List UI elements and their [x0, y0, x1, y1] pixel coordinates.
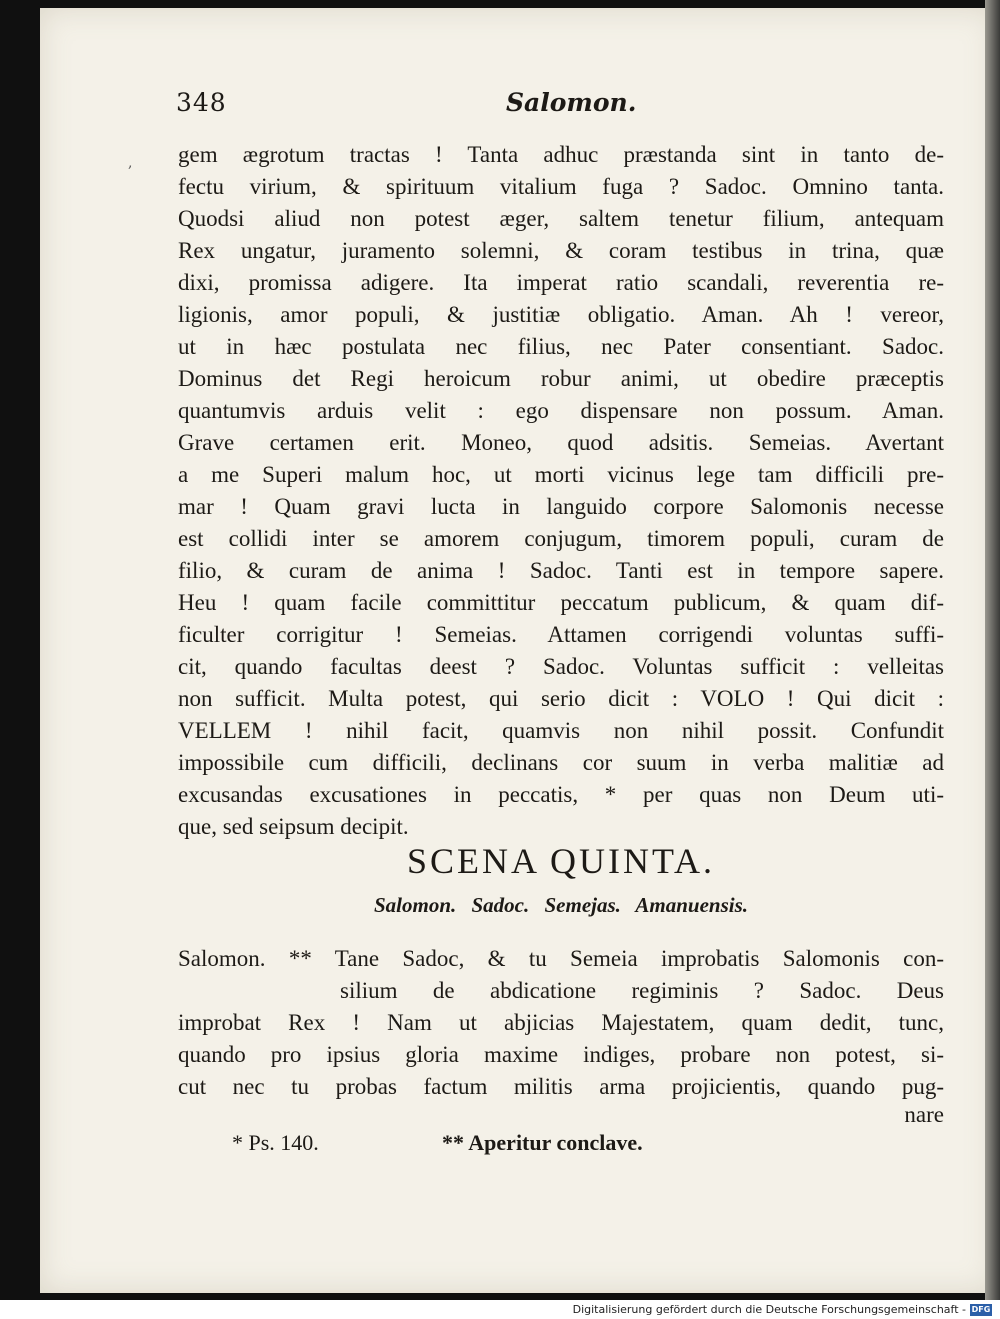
footnote-aperitur: ** Aperitur conclave. — [442, 1130, 643, 1155]
text-line: ligionis, amor populi, & justitiæ obligatio. Aman. Ah ! vereor, — [178, 302, 944, 327]
text-line: que, sed seipsum decipit. — [178, 814, 409, 839]
text-line: fectu virium, & spirituum vitalium fuga ? Sadoc. Omnino tanta. — [178, 174, 944, 199]
page-number: 348 — [176, 88, 227, 117]
text-line: impossibile cum difficili, declinans cor suum in verba malitiæ ad — [178, 750, 944, 775]
text-line: non sufficit. Multa potest, qui serio dicit : VOLO ! Qui dicit : — [178, 686, 944, 711]
footer-text: Digitalisierung gefördert durch die Deutsche Forschungsgemeinschaft - — [572, 1303, 966, 1316]
cast-list: Salomon. Sadoc. Semejas. Amanuensis. — [373, 893, 749, 917]
text-line: silium de abdicatione regiminis ? Sadoc. Deus — [340, 978, 944, 1003]
text-line: Rex ungatur, juramento solemni, & coram testibus in trina, quæ — [178, 238, 944, 263]
text-line: cit, quando facultas deest ? Sadoc. Voluntas sufficit : velleitas — [178, 654, 944, 679]
text-line: Salomon. ** Tane Sadoc, & tu Semeia improbatis Salomonis con- — [178, 946, 944, 971]
text-line: mar ! Quam gravi lucta in languido corpore Salomonis necesse — [178, 494, 944, 519]
text-line: Grave certamen erit. Moneo, quod adsitis. Semeias. Avertant — [178, 430, 944, 455]
text-line: a me Superi malum hoc, ut morti vicinus lege tam difficili pre- — [178, 462, 944, 487]
text-line: quando pro ipsius gloria maxime indiges, probare non potest, si- — [178, 1042, 944, 1067]
running-title: Salomon. — [506, 88, 637, 117]
scene-title: SCENA QUINTA. — [406, 841, 716, 881]
text-line: VELLEM ! nihil facit, quamvis non nihil possit. Confundit — [178, 718, 944, 743]
text-line: dixi, promissa adigere. Ita imperat ratio scandali, reverentia re- — [178, 270, 944, 295]
text-line: filio, & curam de anima ! Sadoc. Tanti est in tempore sapere. — [178, 558, 944, 583]
text-line: ficulter corrigitur ! Semeias. Attamen corrigendi voluntas suffi- — [178, 622, 944, 647]
text-line: ut in hæc postulata nec filius, nec Pater consentiant. Sadoc. — [178, 334, 944, 359]
text-line: quantumvis arduis velit : ego dispensare non possum. Aman. — [178, 398, 944, 423]
dfg-logo: DFG — [971, 1304, 991, 1314]
page-header — [176, 88, 946, 128]
footnote-psalm: * Ps. 140. — [232, 1130, 319, 1155]
digitization-footer — [573, 1303, 992, 1316]
catchword: nare — [904, 1102, 944, 1127]
text-line: Heu ! quam facile committitur peccatum publicum, & quam dif- — [178, 590, 944, 615]
text-line: gem ægrotum tractas ! Tanta adhuc præstanda sint in tanto de- — [178, 142, 944, 167]
text-line: excusandas excusationes in peccatis, * per quas non Deum uti- — [178, 782, 944, 807]
page-edge-shadow — [985, 0, 1000, 1300]
margin-mark: , — [128, 155, 133, 171]
text-line: improbat Rex ! Nam ut abjicias Majestatem, quam dedit, tunc, — [178, 1010, 944, 1035]
text-line: est collidi inter se amorem conjugum, timorem populi, curam de — [178, 526, 944, 551]
text-line: Quodsi aliud non potest æger, saltem tenetur filium, antequam — [178, 206, 944, 231]
text-line: cut nec tu probas factum militis arma projicientis, quando pug- — [178, 1074, 944, 1099]
text-line: Dominus det Regi heroicum robur animi, ut obedire præceptis — [178, 366, 944, 391]
